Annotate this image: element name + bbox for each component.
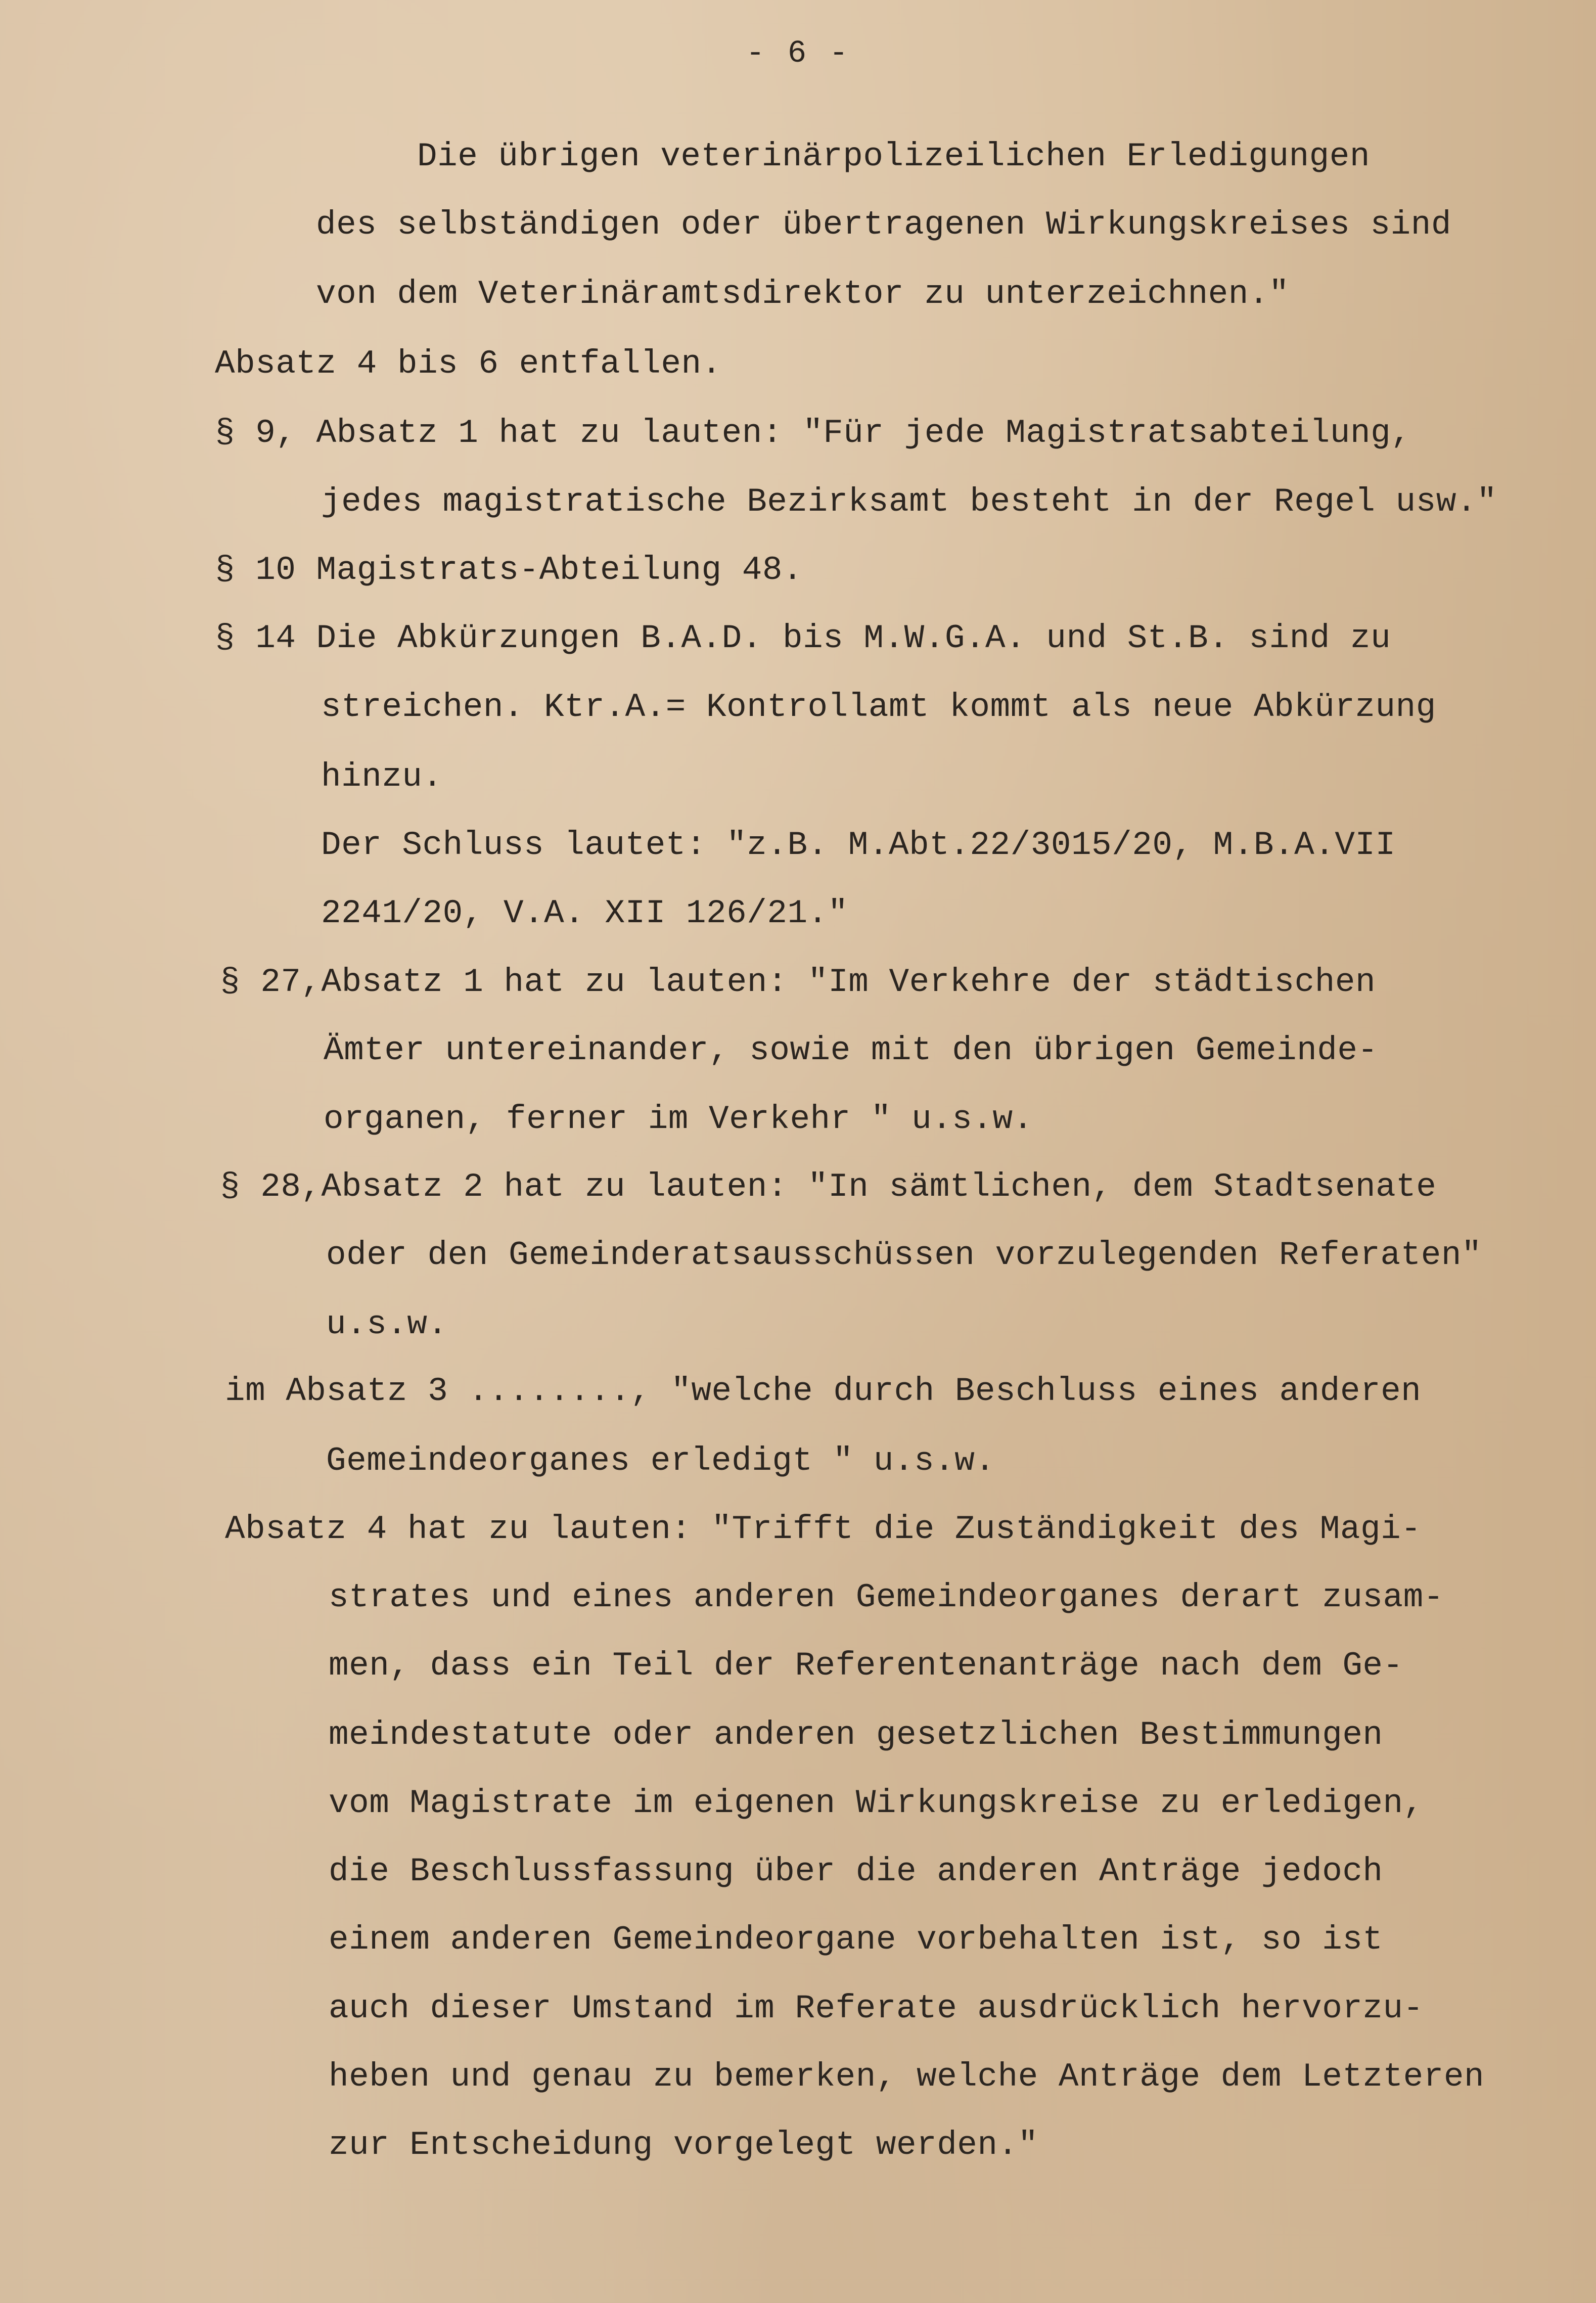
text-line: strates und eines anderen Gemeindeorganes derart zusam- xyxy=(329,1578,1444,1616)
text-line: hinzu. xyxy=(321,758,443,796)
text-line: Absatz 4 bis 6 entfallen. xyxy=(215,345,722,383)
text-line: die Beschlussfassung über die anderen Anträge jedoch xyxy=(329,1853,1383,1890)
text-line: Gemeindeorganes erledigt " u.s.w. xyxy=(326,1442,995,1480)
text-line: im Absatz 3 ........, "welche durch Beschluss eines anderen xyxy=(225,1372,1422,1410)
text-line: des selbständigen oder übertragenen Wirkungskreises sind xyxy=(316,206,1451,244)
text-line: men, dass ein Teil der Referentenanträge nach dem Ge- xyxy=(329,1647,1403,1685)
text-line: meindestatute oder anderen gesetzlichen Bestimmungen xyxy=(329,1716,1383,1754)
text-line: § 27,Absatz 1 hat zu lauten: "Im Verkehre der städtischen xyxy=(220,963,1376,1001)
text-line: einem anderen Gemeindeorgane vorbehalten ist, so ist xyxy=(329,1921,1383,1959)
text-line: von dem Veterinäramtsdirektor zu unterzeichnen." xyxy=(316,275,1290,313)
text-line: streichen. Ktr.A.= Kontrollamt kommt als neue Abkürzung xyxy=(321,688,1436,726)
page-number: - 6 - xyxy=(746,35,850,71)
text-line: auch dieser Umstand im Referate ausdrücklich hervorzu- xyxy=(329,1990,1424,2027)
text-line: Die übrigen veterinärpolizeilichen Erledigungen xyxy=(417,138,1371,175)
text-line: heben und genau zu bemerken, welche Anträge dem Letzteren xyxy=(329,2058,1485,2096)
text-line: u.s.w. xyxy=(326,1305,448,1343)
text-line: vom Magistrate im eigenen Wirkungskreise zu erledigen, xyxy=(329,1784,1424,1822)
text-line: jedes magistratische Bezirksamt besteht in der Regel usw." xyxy=(321,483,1497,521)
text-line: organen, ferner im Verkehr " u.s.w. xyxy=(324,1100,1033,1138)
text-line: § 14 Die Abkürzungen B.A.D. bis M.W.G.A. und St.B. sind zu xyxy=(215,619,1391,657)
text-line: 2241/20, V.A. XII 126/21." xyxy=(321,894,848,932)
text-line: Ämter untereinander, sowie mit den übrigen Gemeinde- xyxy=(324,1031,1378,1069)
text-line: Absatz 4 hat zu lauten: "Trifft die Zuständigkeit des Magi- xyxy=(225,1510,1422,1548)
text-line: § 9, Absatz 1 hat zu lauten: "Für jede Magistratsabteilung, xyxy=(215,414,1411,452)
text-line: § 10 Magistrats-Abteilung 48. xyxy=(215,551,803,589)
text-line: zur Entscheidung vorgelegt werden." xyxy=(329,2126,1038,2164)
text-line: Der Schluss lautet: "z.B. M.Abt.22/3015/20, M.B.A.VII xyxy=(321,826,1396,864)
text-line: § 28,Absatz 2 hat zu lauten: "In sämtlichen, dem Stadtsenate xyxy=(220,1168,1437,1206)
text-line: oder den Gemeinderatsausschüssen vorzulegenden Referaten" xyxy=(326,1236,1482,1274)
